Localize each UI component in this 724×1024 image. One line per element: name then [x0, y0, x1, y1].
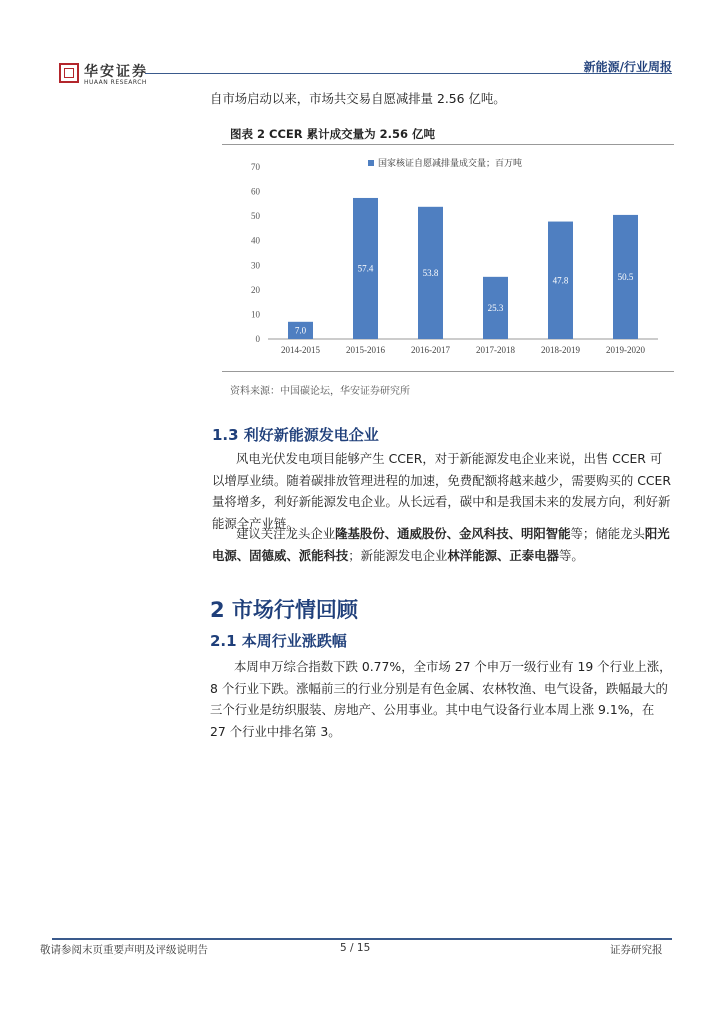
paragraph-market-review: 本周申万综合指数下跌 0.77%，全市场 27 个申万一级行业有 19 个行业上涨，8 个行业下跌。涨幅前三的行业分别是有色金属、农林牧渔、电气设备，跌幅最大的三个行业是纺织服装、房地产、公用事业。其中电气设备行业本周上涨 9.1%，在 27 个行业中排名第 3。: [210, 659, 672, 739]
legend-label: 国家核证自愿减排量成交量；百万吨: [378, 159, 523, 169]
section-heading-2: 2 市场行情回顾: [210, 598, 358, 622]
data-label: 57.4: [357, 263, 374, 274]
data-label: 7.0: [294, 325, 307, 336]
data-label: 53.8: [422, 267, 439, 278]
rec-companies-3: 林洋能源、正泰电器: [447, 547, 559, 563]
x-tick-label: 2019-2020: [606, 345, 645, 355]
paragraph-ccer: 风电光伏发电项目能够产生 CCER，对于新能源发电企业来说，出售 CCER 可以增厚业绩。随着碳排放管理进程的加速，免费配额将越来越少，需要购买的 CCER 量将增多，利好新能源发电企业。从长远看，碳中和是我国未来的发展方向，利好新能源全产业链。: [212, 451, 671, 531]
rec-companies-2: 阳光电源、固德威、派能科技: [212, 526, 670, 563]
logo-icon: [59, 63, 79, 83]
y-tick-label: 20: [251, 284, 260, 295]
rec-text-4: 等。: [558, 547, 584, 563]
y-tick-label: 0: [255, 334, 260, 344]
logo-text: 华安证券: [84, 64, 148, 80]
intro-text: 自市场启动以来，市场共交易自愿减排量 2.56 亿吨。: [210, 91, 506, 106]
x-tick-label: 2018-2019: [541, 345, 580, 355]
data-label: 25.3: [487, 302, 504, 313]
figure-title: 图表 2 CCER 累计成交量为 2.56 亿吨: [230, 127, 435, 141]
data-label: 47.8: [552, 275, 569, 286]
y-tick-label: 10: [251, 309, 260, 320]
figure-bottom-rule: [222, 371, 674, 372]
y-tick-label: 50: [251, 211, 260, 222]
x-tick-label: 2014-2015: [281, 345, 320, 355]
figure-top-rule: [222, 144, 674, 145]
rec-text-3: ；新能源发电企业: [348, 547, 448, 563]
y-tick-label: 40: [251, 235, 260, 246]
logo-subtext: HUAAN RESEARCH: [84, 79, 147, 86]
y-tick-label: 30: [251, 260, 260, 271]
rec-text-1: 建议关注龙头企业: [236, 526, 336, 541]
section-heading-1-3: 1.3 利好新能源发电企业: [212, 426, 379, 444]
rec-companies-1: 隆基股份、通威股份、金风科技、明阳智能: [335, 526, 571, 541]
footer-disclaimer: 敬请参阅末页重要声明及评级说明告: [40, 944, 208, 956]
figure-source: 资料来源：中国碳论坛，华安证券研究所: [230, 386, 410, 397]
footer-report-type: 证券研究报: [610, 944, 663, 956]
y-tick-label: 70: [251, 162, 260, 172]
x-tick-label: 2017-2018: [476, 345, 515, 355]
page-number: 5 / 15: [340, 942, 371, 954]
data-label: 50.5: [617, 271, 634, 282]
x-tick-label: 2016-2017: [411, 345, 450, 355]
x-tick-label: 2015-2016: [346, 345, 385, 355]
footer-rule: [52, 938, 672, 940]
rec-text-2: 等；储能龙头: [570, 526, 645, 541]
paragraph-recommendation: [212, 523, 672, 566]
header-section-label: 新能源/行业周报: [583, 60, 672, 74]
bar-chart: [240, 150, 660, 365]
legend-swatch: [368, 160, 374, 166]
y-tick-label: 60: [251, 186, 260, 197]
section-heading-2-1: 2.1 本周行业涨跌幅: [210, 632, 347, 650]
